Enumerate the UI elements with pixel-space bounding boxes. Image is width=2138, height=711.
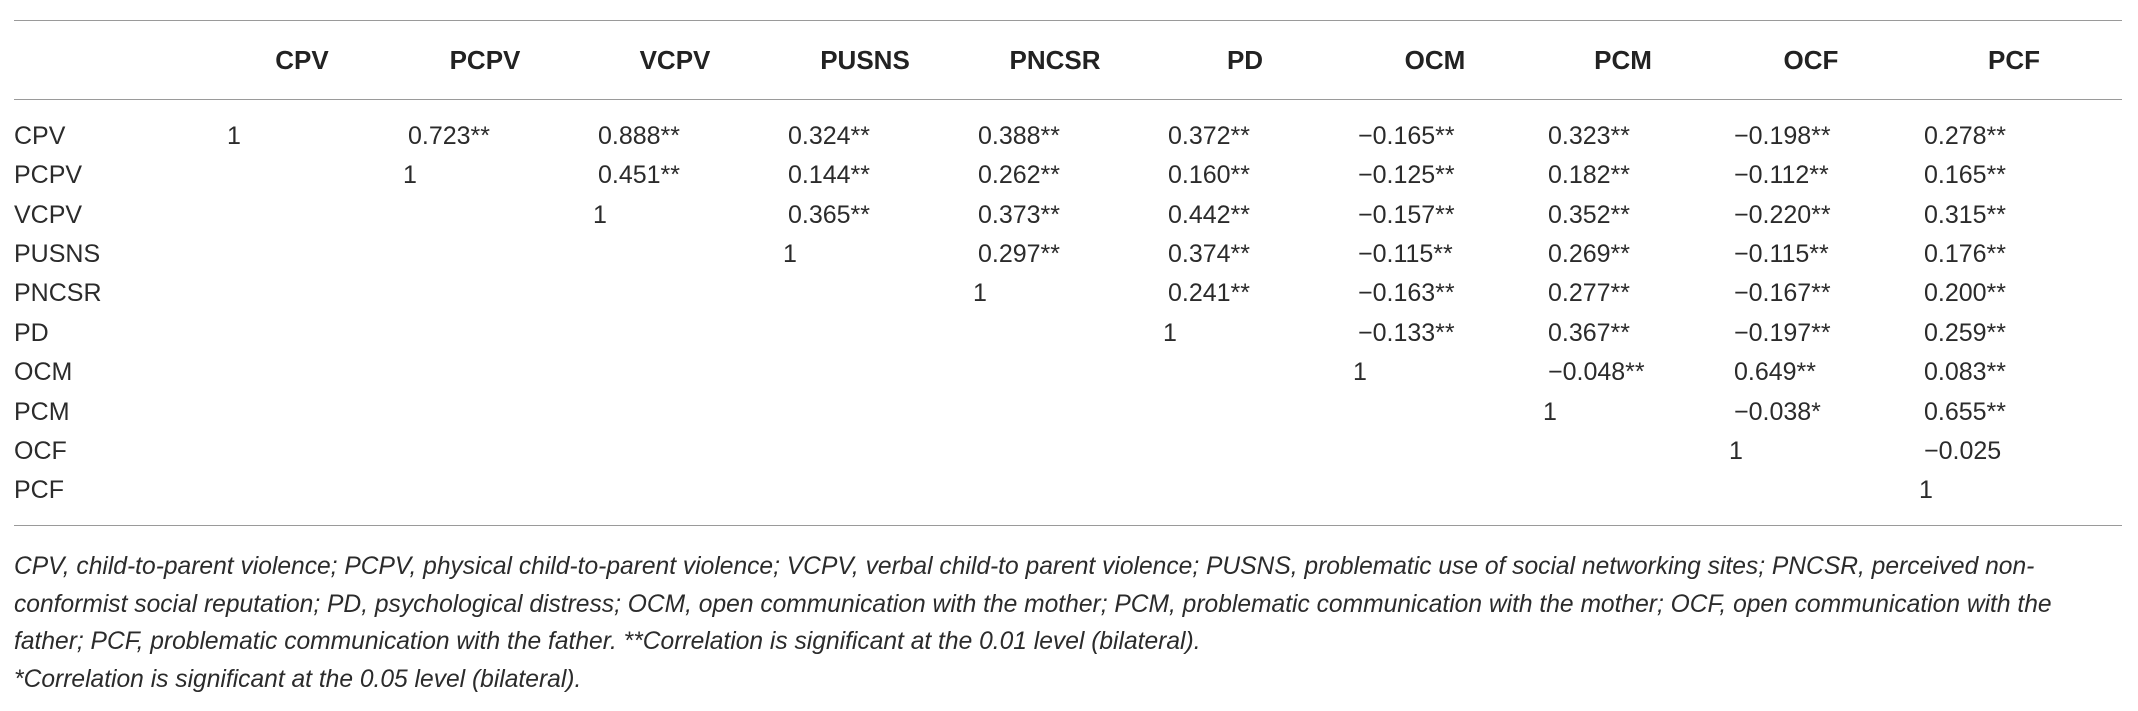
empty-cell [770, 432, 960, 471]
table-body [14, 100, 2122, 526]
correlation-cell: 0.144** [788, 161, 871, 190]
correlation-cell: 0.278** [1924, 121, 2007, 150]
row-label-pcm: PCM [14, 397, 70, 426]
diagonal-cell [390, 156, 580, 195]
footnote-abbreviations: CPV, child-to-parent violence; PCPV, physical child-to-parent violence; VCPV, verbal child-to parent violence; PUSNS, problematic use of social networking sites; PNCSR, perceived non-conformist social reputation; PD, psychological distress; OCM, open communication with the mother; PCM, problematic communication with the mother; OCF, open communication with the father; PCF, problematic communication with the father. **Correlation is significant at the 0.01 level (bilateral). [14, 553, 2052, 655]
empty-cell [214, 274, 390, 313]
empty-cell [1340, 392, 1530, 431]
empty-cell [390, 314, 580, 353]
correlation-cell: 0.888** [598, 121, 681, 150]
empty-cell [960, 432, 1150, 471]
empty-cell [390, 235, 580, 274]
diagonal-value: 1 [973, 279, 987, 308]
correlation-cell: 0.241** [1168, 279, 1251, 308]
table-row [14, 471, 2122, 525]
correlation-cell: −0.163** [1358, 279, 1455, 308]
diagonal-cell [1906, 471, 2122, 525]
diagonal-cell [960, 274, 1150, 313]
empty-cell [770, 353, 960, 392]
correlation-cell: 0.655** [1924, 397, 2007, 426]
row-label-ocm: OCM [14, 358, 73, 387]
correlation-cell: −0.198** [1734, 121, 1831, 150]
empty-cell [580, 432, 770, 471]
empty-cell [960, 353, 1150, 392]
row-label-pncsr: PNCSR [14, 279, 102, 308]
empty-cell [214, 235, 390, 274]
table-footnote [14, 548, 2124, 698]
correlation-cell: 0.365** [788, 200, 871, 229]
column-header-pd: PD [1150, 21, 1340, 100]
empty-cell [390, 195, 580, 234]
empty-cell [960, 392, 1150, 431]
diagonal-cell [1530, 392, 1716, 431]
column-header-ocm: OCM [1340, 21, 1530, 100]
empty-cell [770, 274, 960, 313]
row-label-ocf: OCF [14, 436, 67, 465]
empty-cell [960, 314, 1150, 353]
table-row [14, 274, 2122, 313]
correlation-cell: 0.373** [978, 200, 1061, 229]
empty-cell [1340, 432, 1530, 471]
correlation-cell: −0.025 [1924, 436, 2002, 465]
correlation-cell: 0.372** [1168, 121, 1251, 150]
empty-cell [390, 353, 580, 392]
diagonal-value: 1 [1543, 397, 1557, 426]
correlation-cell: −0.220** [1734, 200, 1831, 229]
table-row [14, 432, 2122, 471]
correlation-cell: 0.723** [408, 121, 491, 150]
correlation-cell: 0.442** [1168, 200, 1251, 229]
empty-cell [1150, 353, 1340, 392]
empty-cell [580, 314, 770, 353]
empty-cell [390, 471, 580, 525]
correlation-cell: 0.165** [1924, 161, 2007, 190]
empty-cell [390, 392, 580, 431]
table-row [14, 314, 2122, 353]
diagonal-value: 1 [1729, 436, 1743, 465]
row-label-pd: PD [14, 318, 49, 347]
correlation-cell: −0.157** [1358, 200, 1455, 229]
column-header-vcpv: VCPV [580, 21, 770, 100]
empty-cell [1150, 392, 1340, 431]
diagonal-value: 1 [1919, 476, 1933, 505]
correlation-cell: −0.038* [1734, 397, 1821, 426]
empty-cell [1340, 471, 1530, 525]
correlation-cell: −0.112** [1734, 161, 1829, 190]
empty-cell [580, 235, 770, 274]
empty-cell [1530, 471, 1716, 525]
correlation-cell: 0.262** [978, 161, 1061, 190]
correlation-cell: 0.160** [1168, 161, 1251, 190]
correlation-cell: −0.167** [1734, 279, 1831, 308]
correlation-cell: 0.324** [788, 121, 871, 150]
correlation-cell: 0.323** [1548, 121, 1631, 150]
empty-cell [214, 432, 390, 471]
correlation-cell: −0.115** [1734, 239, 1829, 268]
correlation-cell: −0.165** [1358, 121, 1455, 150]
header-row [14, 21, 2122, 100]
diagonal-cell [1340, 353, 1530, 392]
correlation-cell: 0.176** [1924, 239, 2007, 268]
table-row [14, 235, 2122, 274]
row-label-pcpv: PCPV [14, 161, 83, 190]
diagonal-cell [1716, 432, 1906, 471]
correlation-table [14, 20, 2122, 526]
correlation-cell: 0.182** [1548, 161, 1631, 190]
correlation-cell: 0.277** [1548, 279, 1631, 308]
table-row [14, 156, 2122, 195]
correlation-cell: −0.125** [1358, 161, 1455, 190]
empty-cell [1150, 471, 1340, 525]
empty-cell [390, 432, 580, 471]
diagonal-cell [1150, 314, 1340, 353]
empty-cell [770, 314, 960, 353]
column-header-pcm: PCM [1530, 21, 1716, 100]
correlation-cell: 0.451** [598, 161, 681, 190]
correlation-cell: −0.115** [1358, 239, 1453, 268]
correlation-cell: −0.048** [1548, 358, 1645, 387]
correlation-cell: 0.367** [1548, 318, 1631, 347]
empty-cell [214, 195, 390, 234]
correlation-cell: 0.374** [1168, 239, 1251, 268]
correlation-cell: −0.197** [1734, 318, 1831, 347]
correlation-cell: 0.352** [1548, 200, 1631, 229]
column-header-pcpv: PCPV [390, 21, 580, 100]
empty-cell [960, 471, 1150, 525]
correlation-cell: 0.200** [1924, 279, 2007, 308]
diagonal-value: 1 [593, 200, 607, 229]
diagonal-cell [214, 100, 390, 157]
column-header-pusns: PUSNS [770, 21, 960, 100]
column-header-pncsr: PNCSR [960, 21, 1150, 100]
column-header-cpv: CPV [214, 21, 390, 100]
diagonal-cell [580, 195, 770, 234]
diagonal-value: 1 [1353, 358, 1367, 387]
table-row [14, 195, 2122, 234]
empty-cell [214, 156, 390, 195]
row-label-vcpv: VCPV [14, 200, 83, 229]
empty-cell [1716, 471, 1906, 525]
row-label-cpv: CPV [14, 121, 66, 150]
footnote-significance: *Correlation is significant at the 0.05 level (bilateral). [14, 665, 582, 693]
correlation-cell: 0.297** [978, 239, 1061, 268]
row-label-pcf: PCF [14, 471, 214, 525]
empty-cell [214, 353, 390, 392]
diagonal-value: 1 [783, 239, 797, 268]
empty-cell [580, 274, 770, 313]
diagonal-value: 1 [403, 161, 417, 190]
correlation-cell: 0.259** [1924, 318, 2007, 347]
table-row [14, 353, 2122, 392]
correlation-cell: 0.269** [1548, 239, 1631, 268]
empty-cell [214, 471, 390, 525]
row-label-pusns: PUSNS [14, 239, 101, 268]
diagonal-value: 1 [1163, 318, 1177, 347]
correlation-cell: 0.649** [1734, 358, 1817, 387]
empty-cell [580, 353, 770, 392]
empty-cell [1530, 432, 1716, 471]
empty-cell [580, 392, 770, 431]
empty-cell [580, 471, 770, 525]
correlation-cell: −0.133** [1358, 318, 1455, 347]
correlation-cell: 0.083** [1924, 358, 2007, 387]
empty-cell [770, 471, 960, 525]
table-row [14, 100, 2122, 157]
correlation-table-container [14, 20, 2122, 526]
column-header-pcf: PCF [1906, 21, 2122, 100]
correlation-cell: 0.388** [978, 121, 1061, 150]
empty-cell [214, 314, 390, 353]
table-row [14, 392, 2122, 431]
diagonal-value: 1 [227, 121, 241, 150]
empty-cell [390, 274, 580, 313]
correlation-cell: 0.315** [1924, 200, 2007, 229]
empty-cell [214, 392, 390, 431]
empty-cell [770, 392, 960, 431]
empty-cell [1150, 432, 1340, 471]
diagonal-cell [770, 235, 960, 274]
header-cell-empty [14, 21, 214, 100]
column-header-ocf: OCF [1716, 21, 1906, 100]
